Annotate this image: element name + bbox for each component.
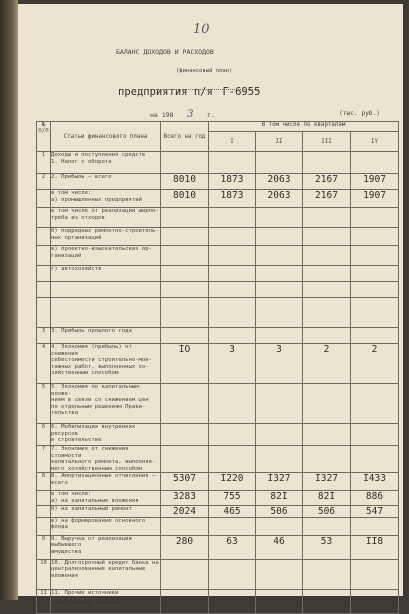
row-num: 3 (37, 328, 51, 344)
row-q4 (351, 589, 399, 613)
row-q1: 465 (209, 505, 256, 517)
header-q1: I (209, 132, 256, 152)
table-row (37, 282, 399, 298)
row-total: 3283 (161, 491, 209, 505)
row-q2 (256, 208, 303, 228)
row-num (37, 491, 51, 505)
row-q4 (351, 152, 399, 174)
row-q2 (256, 424, 303, 446)
row-label: 10. Долгосрочный кредит банка на централизованные капитальные вложения (51, 559, 161, 589)
row-label (51, 298, 161, 328)
row-q3 (303, 266, 351, 282)
row-q1 (209, 298, 256, 328)
header-article: Статьи финансового плана (51, 122, 161, 152)
row-q3: 82I (303, 491, 351, 505)
document-page (18, 4, 403, 609)
row-total: 8010 (161, 174, 209, 190)
table-row (37, 473, 399, 491)
table-row (37, 190, 399, 208)
row-label: 9. Выручка от реализации выбывшего имущества (51, 535, 161, 559)
row-q3 (303, 228, 351, 246)
row-num: 11 (37, 589, 51, 613)
table-row (37, 208, 399, 228)
header-q4: IY (351, 132, 399, 152)
row-total (161, 517, 209, 535)
row-total (161, 282, 209, 298)
header-q3: III (303, 132, 351, 152)
row-q2 (256, 266, 303, 282)
row-total: 8010 (161, 190, 209, 208)
row-total (161, 246, 209, 266)
row-q3 (303, 424, 351, 446)
row-total: 5307 (161, 473, 209, 491)
page-number: 10 (193, 22, 210, 37)
row-q4 (351, 559, 399, 589)
row-label: Доходы и поступления средств 1. Налог с оборота (51, 152, 161, 174)
row-q1 (209, 589, 256, 613)
row-q3 (303, 298, 351, 328)
row-q4 (351, 266, 399, 282)
row-total: 2024 (161, 505, 209, 517)
table-row (37, 152, 399, 174)
row-q3 (303, 446, 351, 473)
row-label: в) на формирование основного фонда (51, 517, 161, 535)
row-q4 (351, 208, 399, 228)
row-label: 11. Прочие источники финансирования капитальных вложений (51, 589, 161, 613)
row-num: 1 (37, 152, 51, 174)
row-total (161, 328, 209, 344)
row-q1: 755 (209, 491, 256, 505)
table-row (37, 298, 399, 328)
row-num: 6 (37, 424, 51, 446)
row-q1: 1873 (209, 190, 256, 208)
row-q4 (351, 424, 399, 446)
row-q2 (256, 328, 303, 344)
row-q1: 3 (209, 344, 256, 384)
row-q2 (256, 384, 303, 424)
enterprise-prefix: предприятия п/я (118, 86, 213, 98)
row-label: г) автохозяйств (51, 266, 161, 282)
header-total: Всего на год (161, 122, 209, 152)
row-total (161, 384, 209, 424)
row-q4: 547 (351, 505, 399, 517)
table-body (37, 152, 399, 614)
row-num (37, 246, 51, 266)
row-label: 4. Экономия (прибыль) от снижения себестоимости строительно-мон- тажных работ, выполненных хо- зяйственным способом (51, 344, 161, 384)
row-num (37, 505, 51, 517)
table-row (37, 491, 399, 505)
row-q4 (351, 228, 399, 246)
row-num (37, 517, 51, 535)
row-q4 (351, 282, 399, 298)
row-q3 (303, 559, 351, 589)
table-row (37, 328, 399, 344)
row-total (161, 446, 209, 473)
row-q1 (209, 282, 256, 298)
row-q2 (256, 298, 303, 328)
row-q3 (303, 328, 351, 344)
enterprise-underline (139, 89, 259, 90)
units-label: (тыс. руб.) (339, 110, 380, 117)
row-q4: 1907 (351, 190, 399, 208)
row-q4: 886 (351, 491, 399, 505)
row-num: 8 (37, 473, 51, 491)
row-q4 (351, 298, 399, 328)
row-q4: 2 (351, 344, 399, 384)
row-q4: 1907 (351, 174, 399, 190)
row-label: 7. Экономия от снижения стоимости капитального ремонта, выполняе- мого хозяйственным способом (51, 446, 161, 473)
row-total (161, 228, 209, 246)
row-q2: 2063 (256, 174, 303, 190)
row-q1 (209, 328, 256, 344)
document-title: БАЛАНС ДОХОДОВ И РАСХОДОВ (116, 48, 214, 56)
row-q3 (303, 282, 351, 298)
row-q2 (256, 589, 303, 613)
row-label: 5. Экономия по капитальным вложе- ниям в связи со снижением цен по отдельным решениям Прави- тельства (51, 384, 161, 424)
row-q1 (209, 559, 256, 589)
row-q2: 3 (256, 344, 303, 384)
row-label: в) проектно-изыскательских ор- ганизаций (51, 246, 161, 266)
row-total (161, 298, 209, 328)
row-q3: 506 (303, 505, 351, 517)
table-row (37, 246, 399, 266)
row-total: 280 (161, 535, 209, 559)
row-q3 (303, 589, 351, 613)
row-q1 (209, 517, 256, 535)
row-q4 (351, 246, 399, 266)
row-total (161, 589, 209, 613)
table-row (37, 517, 399, 535)
row-num: 10 (37, 559, 51, 589)
table-row (37, 424, 399, 446)
row-q3: 2167 (303, 174, 351, 190)
table-row (37, 344, 399, 384)
row-num: 2 (37, 174, 51, 190)
row-q4: II8 (351, 535, 399, 559)
row-q1 (209, 384, 256, 424)
row-q1: I220 (209, 473, 256, 491)
row-q3 (303, 517, 351, 535)
row-q1: 1873 (209, 174, 256, 190)
row-q3: 2167 (303, 190, 351, 208)
row-q3: I327 (303, 473, 351, 491)
row-num (37, 266, 51, 282)
table-row (37, 228, 399, 246)
header-quarters: В том числе по кварталам (209, 122, 399, 132)
row-q2 (256, 446, 303, 473)
row-q1 (209, 208, 256, 228)
year-line (150, 102, 215, 121)
row-q3: 2 (303, 344, 351, 384)
row-q2 (256, 246, 303, 266)
row-q1 (209, 246, 256, 266)
row-q3 (303, 246, 351, 266)
finance-table (36, 121, 399, 614)
row-q2: 2063 (256, 190, 303, 208)
row-num: 4 (37, 344, 51, 384)
row-q4 (351, 328, 399, 344)
row-num (37, 208, 51, 228)
row-label: в том числе от реализации ширпо- треба из отходов (51, 208, 161, 228)
document-subtitle: (финансовый план) (176, 68, 233, 74)
table-row (37, 266, 399, 282)
table-row (37, 589, 399, 613)
table-row (37, 505, 399, 517)
row-label: 3. Прибыль прошлого года (51, 328, 161, 344)
row-total (161, 208, 209, 228)
table-row (37, 535, 399, 559)
enterprise-code: Г-6955 (222, 86, 261, 98)
row-label: 6. Мобилизация внутренних ресурсов в строительстве (51, 424, 161, 446)
row-total: IO (161, 344, 209, 384)
row-total (161, 559, 209, 589)
row-q2 (256, 517, 303, 535)
row-label: в том числе: а) на капитальные вложения (51, 491, 161, 505)
row-total (161, 424, 209, 446)
row-q4 (351, 384, 399, 424)
row-total (161, 152, 209, 174)
row-num (37, 228, 51, 246)
row-q2 (256, 282, 303, 298)
row-q1 (209, 266, 256, 282)
row-q3: 53 (303, 535, 351, 559)
row-q3 (303, 152, 351, 174)
row-q1: 63 (209, 535, 256, 559)
binding-spine (0, 0, 18, 600)
row-num: 5 (37, 384, 51, 424)
row-label: 8. Амортизационные отчисления — всего (51, 473, 161, 491)
row-q1 (209, 152, 256, 174)
row-q4: I433 (351, 473, 399, 491)
row-num: 9 (37, 535, 51, 559)
row-label: б) подрядных ремонтно-строитель- ных организаций (51, 228, 161, 246)
row-q3 (303, 208, 351, 228)
row-q2 (256, 559, 303, 589)
row-num: 7 (37, 446, 51, 473)
year-suffix: г. (207, 111, 215, 119)
year-prefix: на 198 (150, 111, 174, 119)
row-q1 (209, 446, 256, 473)
table-row (37, 446, 399, 473)
row-q2: I327 (256, 473, 303, 491)
row-label: б) на капитальный ремонт (51, 505, 161, 517)
row-label: в том числе: а) промышленных предприятий (51, 190, 161, 208)
row-total (161, 266, 209, 282)
row-q4 (351, 446, 399, 473)
row-num (37, 190, 51, 208)
row-q2 (256, 228, 303, 246)
header-q2: II (256, 132, 303, 152)
row-label (51, 282, 161, 298)
row-q3 (303, 384, 351, 424)
row-q1 (209, 424, 256, 446)
row-q2: 82I (256, 491, 303, 505)
row-num (37, 282, 51, 298)
row-q2: 46 (256, 535, 303, 559)
table-row (37, 559, 399, 589)
year-digit: 3 (187, 109, 194, 120)
row-q2: 506 (256, 505, 303, 517)
row-num (37, 298, 51, 328)
row-q1 (209, 228, 256, 246)
table-row (37, 174, 399, 190)
table-row (37, 384, 399, 424)
row-q4 (351, 517, 399, 535)
row-label: 2. Прибыль — всего (51, 174, 161, 190)
row-q2 (256, 152, 303, 174)
header-num: № п/п (37, 122, 51, 152)
